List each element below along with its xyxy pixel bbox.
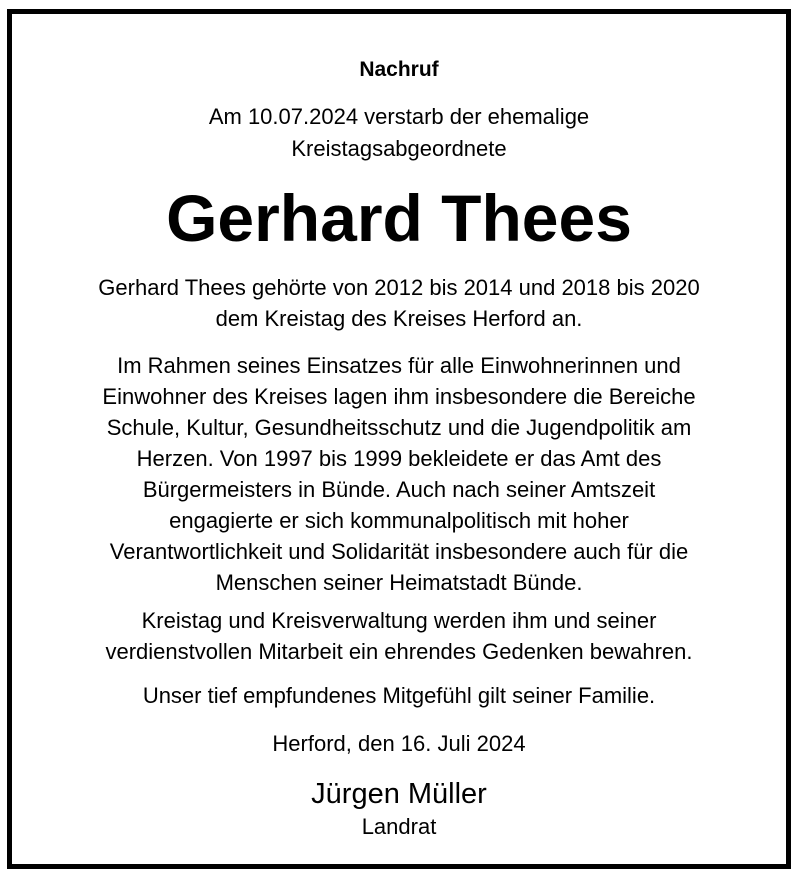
intro-text	[12, 101, 786, 165]
signer-name: Jürgen Müller	[311, 778, 487, 810]
paragraph-line: verdienstvollen Mitarbeit ein ehrendes Gedenken bewahren.	[105, 639, 693, 664]
paragraph-remembrance	[12, 605, 786, 667]
notice-heading: Nachruf	[359, 58, 439, 81]
paragraph-line: engagierte er sich kommunalpolitisch mit hoher	[169, 508, 629, 533]
paragraph-line: Kreistag und Kreisverwaltung werden ihm und seiner	[141, 608, 657, 633]
place-and-date: Herford, den 16. Juli 2024	[272, 731, 526, 756]
paragraph-career	[12, 350, 786, 598]
paragraph-line: Schule, Kultur, Gesundheitsschutz und die Jugendpolitik am	[106, 415, 692, 440]
paragraph-line: Menschen seiner Heimatstadt Bünde.	[215, 570, 583, 595]
signer-role: Landrat	[361, 814, 437, 839]
paragraph-line: Verantwortlichkeit und Solidarität insbesondere auch für die	[109, 539, 689, 564]
intro-line: Am 10.07.2024 verstarb der ehemalige	[208, 104, 590, 129]
deceased-name: Gerhard Thees	[166, 181, 632, 255]
paragraph-line: dem Kreistag des Kreises Herford an.	[215, 306, 583, 331]
paragraph-membership	[12, 272, 786, 334]
paragraph-line: Bürgermeisters in Bünde. Auch nach seiner Amtszeit	[142, 477, 656, 502]
notice-frame	[7, 9, 791, 869]
paragraph-line: Gerhard Thees gehörte von 2012 bis 2014 und 2018 bis 2020	[98, 275, 700, 300]
paragraph-line: Im Rahmen seines Einsatzes für alle Einwohnerinnen und	[117, 353, 681, 378]
paragraph-line: Herzen. Von 1997 bis 1999 bekleidete er das Amt des	[136, 446, 662, 471]
paragraph-condolence	[12, 680, 786, 711]
paragraph-line: Unser tief empfundenes Mitgefühl gilt seiner Familie.	[142, 683, 656, 708]
intro-line: Kreistagsabgeordnete	[291, 136, 507, 161]
paragraph-line: Einwohner des Kreises lagen ihm insbesondere die Bereiche	[102, 384, 696, 409]
